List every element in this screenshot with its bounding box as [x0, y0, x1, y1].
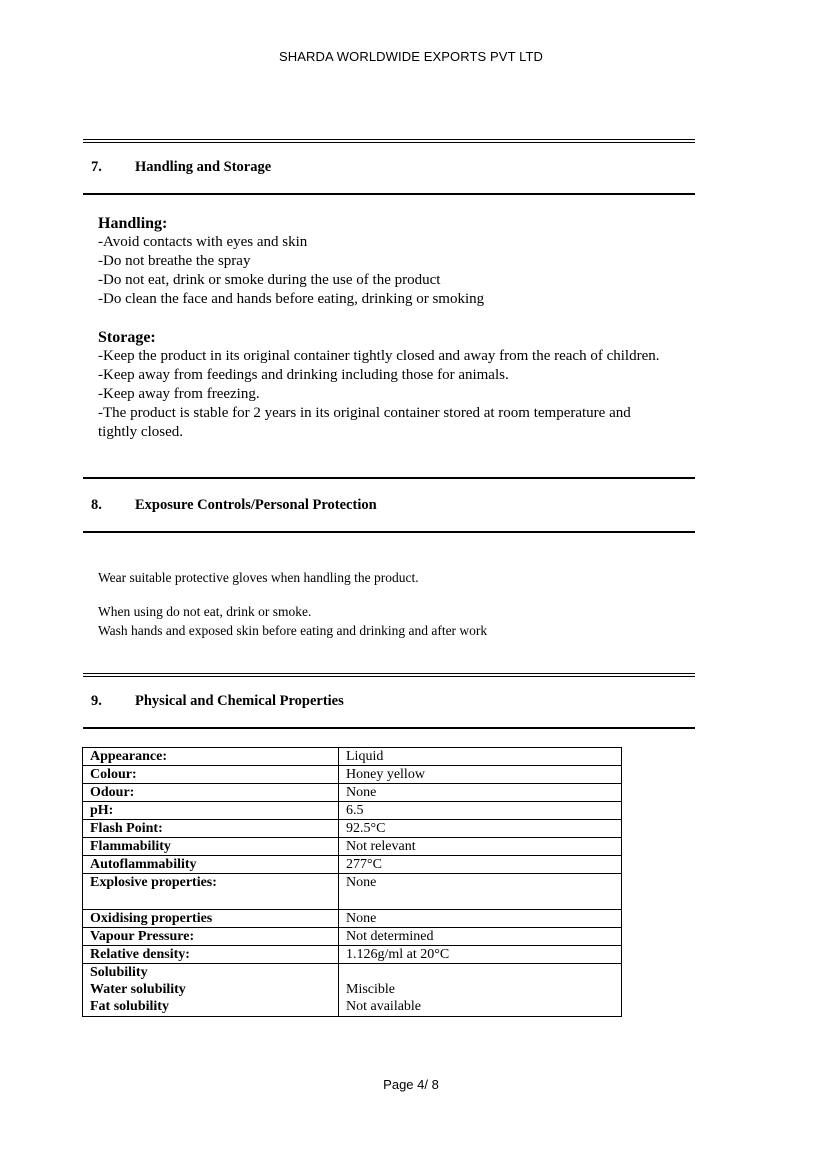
property-value: 6.5 [339, 802, 622, 820]
table-row [83, 856, 622, 874]
exposure-line: Wash hands and exposed skin before eating and drinking and after work [98, 623, 488, 638]
storage-item: -Keep away from feedings and drinking including those for animals. [98, 367, 509, 383]
storage-heading: Storage: [98, 329, 156, 346]
fat-solubility-label: Fat solubility [90, 999, 169, 1014]
table-row [83, 928, 622, 946]
handling-item: -Do not eat, drink or smoke during the use of the product [98, 272, 441, 288]
handling-heading: Handling: [98, 215, 168, 232]
table-row [83, 874, 622, 910]
section-divider [83, 673, 695, 677]
water-solubility-value: Miscible [346, 982, 395, 997]
table-row [83, 964, 622, 1017]
section-divider [83, 477, 695, 479]
exposure-line: When using do not eat, drink or smoke. [98, 604, 312, 619]
water-solubility-label: Water solubility [90, 982, 186, 997]
property-value: None [339, 874, 622, 910]
table-row [83, 838, 622, 856]
storage-block [98, 328, 659, 442]
property-name: Relative density: [83, 946, 339, 964]
property-name: Oxidising properties [83, 910, 339, 928]
exposure-paragraph [98, 602, 487, 640]
section-number: 8. [91, 497, 102, 513]
property-name: Autoflammability [83, 856, 339, 874]
property-name: Appearance: [83, 748, 339, 766]
property-name: pH: [83, 802, 339, 820]
company-header: SHARDA WORLDWIDE EXPORTS PVT LTD [279, 49, 543, 64]
table-row [83, 802, 622, 820]
property-value: Honey yellow [339, 766, 622, 784]
property-value: None [339, 910, 622, 928]
property-value: Liquid [339, 748, 622, 766]
table-row [83, 784, 622, 802]
section-number: 9. [91, 693, 102, 709]
property-value: 92.5°C [339, 820, 622, 838]
section-divider [83, 139, 695, 143]
table-row [83, 766, 622, 784]
handling-item: -Do clean the face and hands before eating, drinking or smoking [98, 291, 485, 307]
page-number: Page 4/ 8 [383, 1077, 439, 1092]
property-value: None [339, 784, 622, 802]
property-name: Flammability [83, 838, 339, 856]
property-value [339, 964, 622, 1017]
section-divider [83, 727, 695, 729]
section-title: Handling and Storage [135, 159, 272, 175]
solubility-label: Solubility [90, 965, 148, 980]
property-name: Colour: [83, 766, 339, 784]
storage-item: -Keep the product in its original container tightly closed and away from the reach of children. [98, 348, 660, 364]
fat-solubility-value: Not available [346, 999, 422, 1014]
section-title: Physical and Chemical Properties [135, 693, 344, 709]
handling-item: -Do not breathe the spray [98, 253, 251, 269]
exposure-paragraph: Wear suitable protective gloves when handling the product. [98, 570, 419, 585]
handling-block [98, 214, 484, 309]
property-value: 1.126g/ml at 20°C [339, 946, 622, 964]
property-name: Explosive properties: [83, 874, 339, 910]
storage-item: tightly closed. [98, 424, 183, 440]
handling-item: -Avoid contacts with eyes and skin [98, 234, 308, 250]
table-row [83, 748, 622, 766]
property-name: Odour: [83, 784, 339, 802]
section-divider [83, 193, 695, 195]
property-name: Vapour Pressure: [83, 928, 339, 946]
property-value: 277°C [339, 856, 622, 874]
table-row [83, 910, 622, 928]
section-title: Exposure Controls/Personal Protection [135, 497, 377, 513]
section-number: 7. [91, 159, 102, 175]
storage-item: -The product is stable for 2 years in its original container stored at room temperature and [98, 405, 631, 421]
table-row [83, 820, 622, 838]
property-name: Flash Point: [83, 820, 339, 838]
section-divider [83, 531, 695, 533]
property-value: Not determined [339, 928, 622, 946]
property-name [83, 964, 339, 1017]
storage-item: -Keep away from freezing. [98, 386, 260, 402]
property-value: Not relevant [339, 838, 622, 856]
properties-table [82, 747, 622, 1017]
table-row [83, 946, 622, 964]
